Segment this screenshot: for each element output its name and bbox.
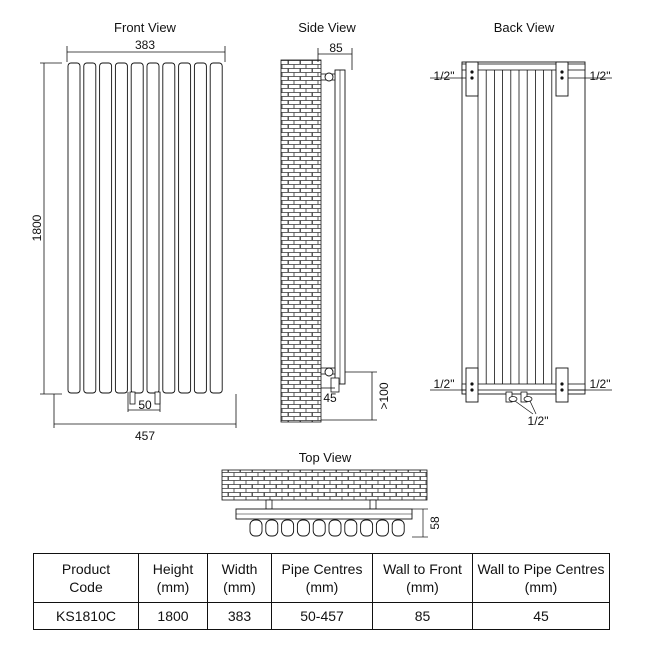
header-product-code: Product Code — [34, 554, 139, 603]
top-tube — [392, 520, 404, 536]
front-overall-label: 457 — [134, 429, 156, 443]
front-tube — [68, 63, 80, 393]
top-depth-label: 58 — [428, 516, 442, 530]
valve-connections — [506, 392, 536, 414]
radiator-tubes-front — [68, 63, 222, 393]
front-tube — [179, 63, 191, 393]
front-tube — [210, 63, 222, 393]
header-wall-to-front: Wall to Front (mm) — [373, 554, 473, 603]
front-view — [30, 20, 236, 443]
header-wall-to-pipe-centres: Wall to Pipe Centres (mm) — [473, 554, 610, 603]
wall-section-side — [281, 60, 321, 422]
top-view — [222, 450, 442, 537]
spec-table — [33, 553, 610, 630]
front-tube — [147, 63, 159, 393]
wall-section-top — [222, 470, 427, 500]
back-view — [430, 20, 612, 428]
front-height-label: 1800 — [30, 214, 44, 242]
cell-product-code: KS1810C — [34, 603, 139, 630]
header-pipe-centres: Pipe Centres (mm) — [272, 554, 373, 603]
side-wall-pipe-label: 45 — [323, 391, 337, 405]
header-height: Height (mm) — [139, 554, 208, 603]
back-top-left-label: 1/2" — [433, 69, 455, 83]
spec-data-row — [34, 603, 610, 630]
back-valve-label: 1/2" — [527, 414, 549, 428]
front-tube — [131, 63, 143, 393]
back-bottom-left-label: 1/2" — [433, 377, 455, 391]
top-view-title: Top View — [298, 450, 352, 465]
radiator-tubes-top — [250, 520, 404, 536]
header-width: Width (mm) — [208, 554, 272, 603]
front-tube — [84, 63, 96, 393]
top-tube — [297, 520, 309, 536]
side-floor-label: >100 — [377, 382, 391, 410]
front-pipe-label: 50 — [138, 398, 152, 412]
side-view-title: Side View — [298, 20, 356, 35]
top-tube — [282, 520, 294, 536]
side-view — [281, 20, 391, 422]
top-tube — [266, 520, 278, 536]
top-tube — [329, 520, 341, 536]
top-tube — [376, 520, 388, 536]
cell-height: 1800 — [139, 603, 208, 630]
back-top-right-label: 1/2" — [589, 69, 611, 83]
cell-wall-to-pipe-centres: 45 — [473, 603, 610, 630]
top-tube — [250, 520, 262, 536]
front-view-title: Front View — [114, 20, 176, 35]
back-bottom-right-label: 1/2" — [589, 377, 611, 391]
front-tube — [163, 63, 175, 393]
cell-width: 383 — [208, 603, 272, 630]
side-depth-label: 85 — [329, 41, 343, 55]
front-width-label: 383 — [134, 38, 156, 52]
spec-header-row — [34, 554, 610, 603]
front-tube — [194, 63, 206, 393]
top-tube — [345, 520, 357, 536]
top-tube — [361, 520, 373, 536]
back-view-title: Back View — [493, 20, 555, 35]
front-tube — [100, 63, 112, 393]
cell-wall-to-front: 85 — [373, 603, 473, 630]
front-tube — [115, 63, 127, 393]
cell-pipe-centres: 50-457 — [272, 603, 373, 630]
top-tube — [313, 520, 325, 536]
